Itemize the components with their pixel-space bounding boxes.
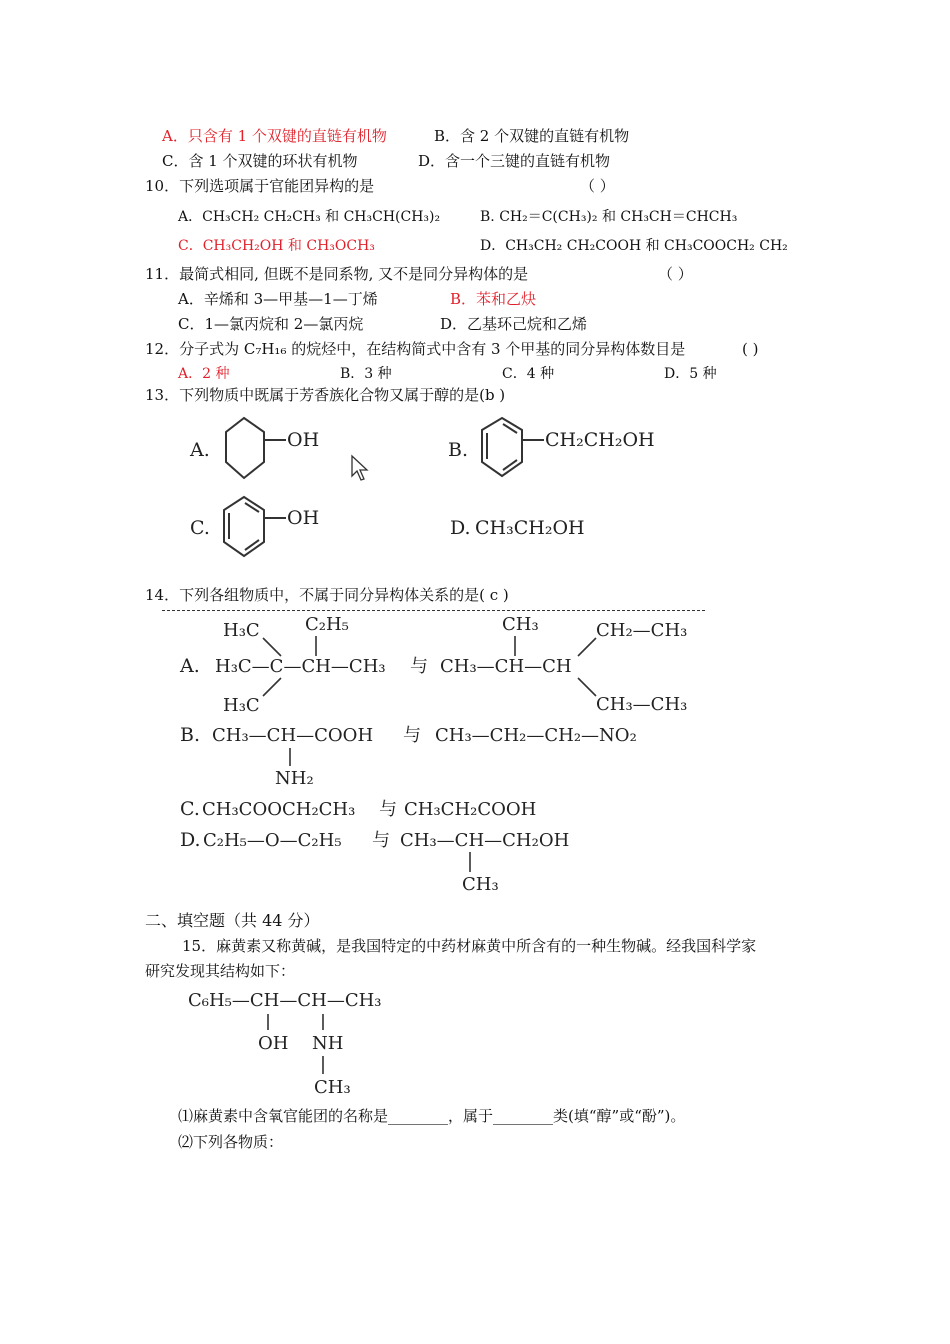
q14-label-c: C. — [180, 798, 200, 820]
q11-option-d: D．乙基环己烷和乙烯 — [440, 315, 588, 333]
q14-stem: 14．下列各组物质中，不属于同分异构体关系的是( c ) — [145, 586, 509, 604]
q11-option-a: A．辛烯和 3—甲基—1—丁烯 — [178, 290, 378, 308]
q14-d-ch3: CH₃ — [462, 874, 499, 895]
ephedrine-structure — [0, 980, 950, 1100]
q13-structures — [0, 0, 950, 600]
q13-stem: 13．下列物质中既属于芳香族化合物又属于醇的是(b ) — [145, 386, 506, 404]
ephedrine-main-chain: C₆H₅—CH—CH—CH₃ — [188, 990, 382, 1011]
q14-d-yu: 与 — [372, 830, 390, 851]
double-bond — [503, 460, 517, 470]
q14-label-a: A. — [180, 655, 200, 677]
q10-option-d: D．CH₃CH₂ CH₂COOH 和 CH₃COOCH₂ CH₂ — [480, 238, 788, 254]
q11-stem: 11．最简式相同, 但既不是同系物, 又不是同分异构体的是 — [145, 265, 529, 283]
q11-option-c: C．1—氯丙烷和 2—氯丙烷 — [178, 315, 364, 333]
q14-a-yu: 与 — [410, 656, 428, 677]
q10-option-c: C．CH₃CH₂OH 和 CH₃OCH₃ — [178, 238, 375, 254]
bond — [263, 678, 281, 696]
ephedrine-ch3: CH₃ — [314, 1077, 351, 1098]
q13-label-a: A. — [190, 439, 210, 461]
q12-stem: 12．分子式为 C₇H₁₆ 的烷烃中，在结构简式中含有 3 个甲基的同分异构体数目是 — [145, 340, 686, 358]
q12-option-b: B．3 种 — [340, 366, 392, 382]
q15-line-1: 15．麻黄素又称黄碱，是我国特定的中药材麻黄中所含有的一种生物碱。经我国科学家 — [182, 937, 757, 955]
mouse-pointer-icon — [350, 454, 370, 484]
q14-c-right: CH₃CH₂COOH — [404, 799, 537, 820]
q10-answer-paren: （ ） — [580, 177, 615, 195]
q14-a-h3c-bottom: H₃C — [223, 695, 260, 716]
cyclohexane-ring — [226, 418, 264, 478]
q14-a-right-main: CH₃—CH—CH — [440, 656, 572, 677]
q14-b-nh2: NH₂ — [275, 768, 314, 789]
q14-c-yu: 与 — [379, 799, 397, 820]
bond — [578, 678, 596, 696]
q9-option-b: B．含 2 个双键的直链有机物 — [434, 127, 630, 145]
q14-d-right: CH₃—CH—CH₂OH — [400, 830, 570, 851]
q14-structures — [0, 600, 950, 900]
q14-a-right-bottom: CH₃—CH₃ — [596, 694, 688, 715]
q9-option-a: A．只含有 1 个双键的直链有机物 — [162, 127, 387, 145]
q13-label-b: B. — [448, 439, 469, 461]
q14-b-yu: 与 — [403, 725, 421, 746]
q15-subquestion-2: ⑵下列各物质： — [178, 1133, 284, 1151]
q13-d-formula: CH₃CH₂OH — [475, 517, 585, 539]
q12-option-c: C．4 种 — [502, 366, 555, 382]
q10-option-b: B. CH₂＝C(CH₃)₂ 和 CH₃CH＝CHCH₃ — [480, 209, 738, 225]
bond — [578, 638, 596, 656]
q14-d-left: C₂H₅—O—C₂H₅ — [203, 830, 342, 851]
q12-answer-paren: ( ) — [742, 340, 759, 358]
q11-option-b: B．苯和乙炔 — [450, 290, 537, 308]
ephedrine-oh: OH — [258, 1033, 289, 1054]
q14-a-right-ch2-top: CH₂—CH₃ — [596, 620, 688, 641]
q9-option-c: C．含 1 个双键的环状有机物 — [162, 152, 358, 170]
q13-label-c: C. — [190, 517, 210, 539]
q13-c-oh: OH — [287, 507, 320, 529]
bond — [263, 638, 281, 656]
q14-b-left: CH₃—CH—COOH — [212, 725, 374, 746]
q15-line-2: 研究发现其结构如下： — [145, 962, 296, 980]
q14-a-h3c-top: H₃C — [223, 620, 260, 641]
q10-stem: 10．下列选项属于官能团异构的是 — [145, 177, 375, 195]
q11-answer-paren: （ ） — [658, 265, 693, 283]
q14-a-main-left: H₃C—C—CH—CH₃ — [215, 656, 386, 677]
q12-option-d: D．5 种 — [664, 366, 717, 382]
q14-b-right: CH₃—CH₂—CH₂—NO₂ — [435, 725, 637, 746]
q14-c-left: CH₃COOCH₂CH₃ — [202, 799, 356, 820]
q13-a-oh: OH — [287, 429, 320, 451]
q13-label-d: D. — [450, 517, 471, 539]
q14-label-d: D. — [180, 829, 201, 851]
q14-a-c2h5: C₂H₅ — [305, 614, 349, 635]
q15-subquestion-1: ⑴麻黄素中含氧官能团的名称是________，属于________类(填“醇”或“酚”)。 — [178, 1107, 686, 1125]
double-bond — [245, 540, 259, 550]
section-2-title: 二、填空题（共 44 分） — [145, 911, 320, 930]
q9-option-d: D．含一个三键的直链有机物 — [418, 152, 611, 170]
q14-label-b: B. — [180, 724, 201, 746]
ephedrine-nh: NH — [312, 1033, 344, 1054]
q10-option-a: A．CH₃CH₂ CH₂CH₃ 和 CH₃CH(CH₃)₂ — [178, 209, 441, 225]
q12-option-a: A．2 种 — [178, 366, 230, 382]
q14-a-right-ch3-top: CH₃ — [502, 614, 539, 635]
q13-b-side-chain: CH₂CH₂OH — [545, 429, 655, 451]
